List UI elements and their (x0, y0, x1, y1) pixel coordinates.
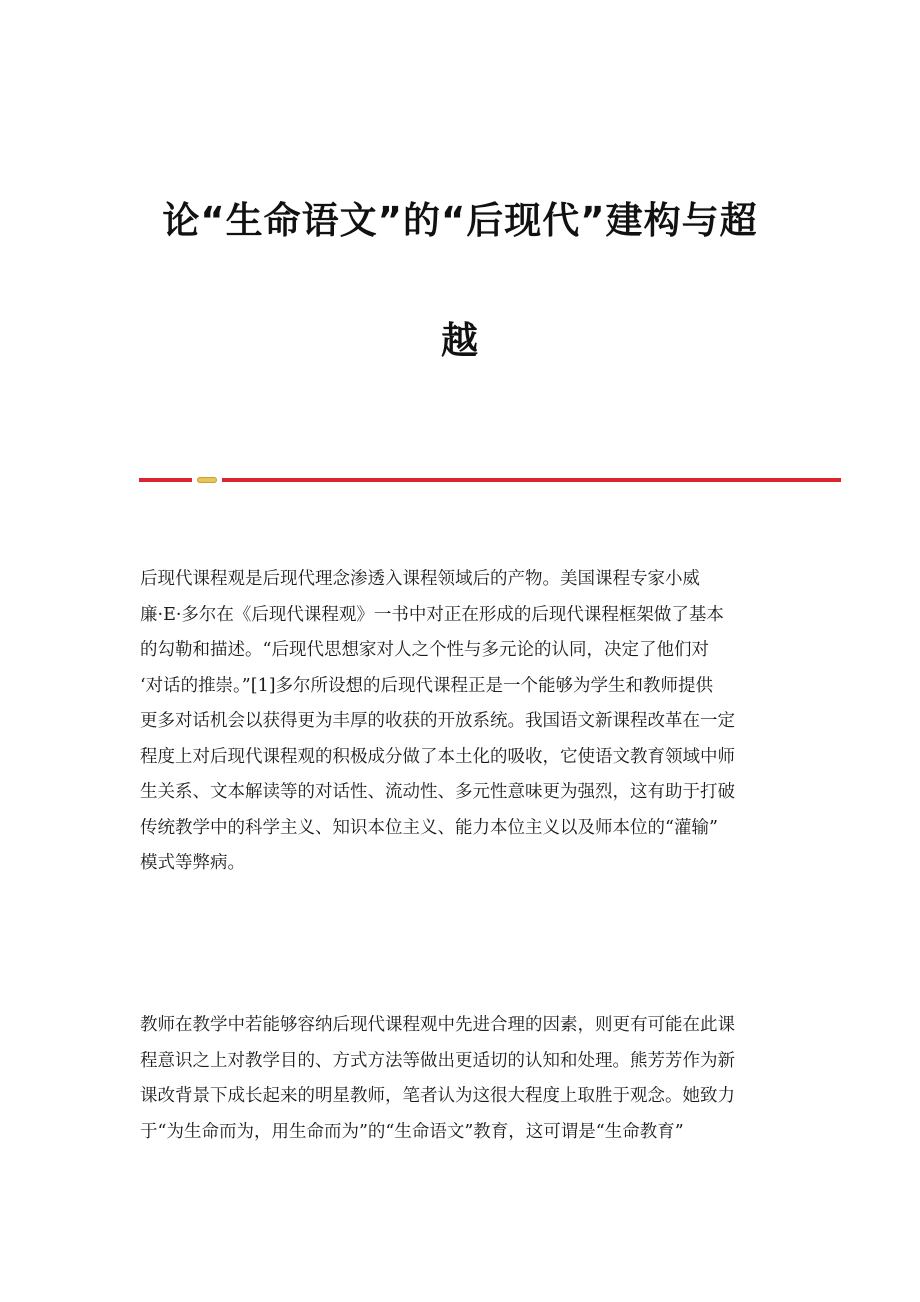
paragraph-line: 教师在教学中若能够容纳后现代课程观中先进合理的因素，则更有可能在此课 (140, 1015, 735, 1035)
paragraph-line: 于“为生命而为，用生命而为”的“生命语文”教育，这可谓是“生命教育” (140, 1121, 684, 1142)
paragraph-line: 程意识之上对教学目的、方式方法等做出更适切的认知和处理。熊芳芳作为新 (140, 1050, 735, 1071)
paragraph-line: ‘对话的推崇。”[1]多尔所设想的后现代课程正是一个能够为学生和教师提供 (140, 675, 714, 696)
paragraph-line: 后现代课程观是后现代理念渗透入课程领域后的产物。美国课程专家小威 (140, 569, 700, 589)
paragraph-line: 廉·E·多尔在《后现代课程观》一书中对正在形成的后现代课程框架做了基本 (140, 604, 724, 625)
paragraph-2 (140, 1008, 780, 1150)
divider-bar-left (139, 478, 192, 482)
document-title-line-2: 越 (441, 319, 479, 362)
divider-bar-right (222, 478, 841, 482)
paragraph-line: 传统教学中的科学主义、知识本位主义、能力本位主义以及师本位的“灌输” (140, 817, 718, 838)
paragraph-line: 模式等弊病。 (140, 853, 245, 873)
title-divider (139, 477, 841, 483)
paragraph-line: 生关系、文本解读等的对话性、流动性、多元性意味更为强烈，这有助于打破 (140, 782, 735, 802)
paragraph-line: 程度上对后现代课程观的积极成分做了本土化的吸收，它使语文教育领域中师 (140, 746, 735, 767)
paragraph-line: 课改背景下成长起来的明星教师，笔者认为这很大程度上取胜于观念。她致力 (140, 1086, 735, 1106)
paragraph-line: 更多对话机会以获得更为丰厚的收获的开放系统。我国语文新课程改革在一定 (140, 711, 735, 731)
divider-ornament-icon (197, 477, 217, 483)
document-title-line-1: 论“生命语文”的“后现代”建构与超 (162, 199, 758, 242)
paragraph-line: 的勾勒和描述。“后现代思想家对人之个性与多元论的认同，决定了他们对 (140, 640, 709, 660)
paragraph-1 (140, 562, 780, 882)
